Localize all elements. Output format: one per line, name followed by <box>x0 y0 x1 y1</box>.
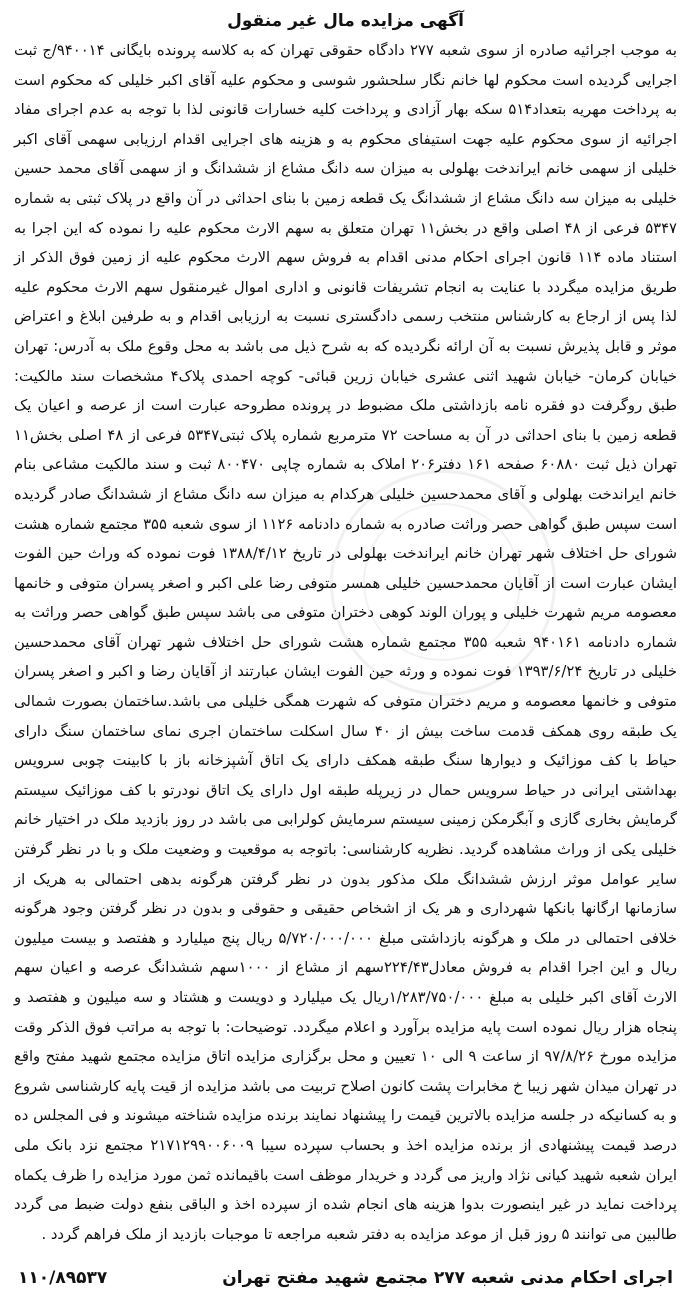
issuer-name: اجرای احکام مدنی شعبه ۲۷۷ مجتمع شهید مفتح تهران <box>222 1268 673 1288</box>
auction-notice <box>14 6 677 1304</box>
notice-footer <box>14 1258 677 1298</box>
notice-number: ۱۱۰/۸۹۵۳۷ <box>18 1268 108 1288</box>
notice-body: به موجب اجرائیه صادره از سوی شعبه ۲۷۷ دادگاه حقوقی تهران که به کلاسه پرونده بایگانی ۹۴۰۰۱۴/ج ثبت اجرایی گردیده است محکوم لها خانم نگار سلحشور شوسی و محکوم علیه آقای اکبر خلیلی که محکوم است به پرداخت مهریه بتعداد۵۱۴ سکه بهار آزادی و پرداخت کلیه خسارات قانونی لذا با توجه به عدم اجرای مفاد اجرائیه از سوی محکوم علیه جهت استیفای محکوم به و هزینه های اجرایی اقدام ارزیابی سهمی آقای اکبر خلیلی از سهمی خانم ایراندخت بهلولی به میزان سه دانگ مشاع از ششدانگ و از سهمی آقای محمد حسین خلیلی به میزان سه دانگ مشاع از ششدانگ یک قطعه زمین با بنای احداثی در آن واقع در پلاک ثبتی به شماره ۵۳۴۷ فرعی از ۴۸ اصلی واقع در بخش۱۱ تهران متعلق به سهم الارث محکوم علیه را نموده که این اجرا به استناد ماده ۱۱۴ قانون اجرای احکام مدنی اقدام به فروش سهم الارث محکوم علیه از زمین فوق الذکر از طریق مزایده میگردد با عنایت به انجام تشریفات قانونی و اداری اموال غیرمنقول سهم الارث محکوم علیه لذا پس از ارجاع به کارشناس منتخب رسمی دادگستری نسبت به ارزیابی اقدام و به طرفین ابلاغ و اعتراض موثر و قابل پذیرش نسبت به آن ارائه نگردیده که به شرح ذیل می باشد به محل وقوع ملک به آدرس: تهران خیابان کرمان- خیابان شهید اثنی عشری خیابان زرین قبائی- کوچه احمدی پلاک۴ مشخصات سند مالکیت: طبق روگرفت دو فقره نامه بازداشتی ملک مضبوط در پرونده مطروحه عبارت است از عرصه و اعیان یک قطعه زمین با بنای احداثی در آن به مساحت ۷۲ مترمربع شماره پلاک ثبتی۵۳۴۷ فرعی از ۴۸ اصلی بخش۱۱ تهران ذیل ثبت ۶۰۸۸۰ صفحه ۱۶۱ دفتر۲۰۶ املاک به شماره چاپی ۸۰۰۴۷۰ ثبت و سند مالکیت مشاعی بنام خانم ایراندخت بهلولی و آقای محمدحسین خلیلی هرکدام به میزان سه دانگ مشاع از ششدانگ صادر گردیده است سپس طبق گواهی حصر وراثت صادره به شماره دادنامه ۱۱۲۶ از سوی شعبه ۳۵۵ مجتمع شماره هشت شورای حل اختلاف شهر تهران خانم ایراندخت بهلولی در تاریخ ۱۳۸۸/۴/۱۲ فوت نموده که وراث حین الفوت ایشان عبارت است از آقایان محمدحسین خلیلی همسر متوفی رضا علی اکبر و اصغر پسران متوفی و خانمها معصومه مریم شهرت خلیلی و پوران الوند کوهی دختران متوفی می باشد سپس طبق گواهی حصر وراثت به شماره دادنامه ۹۴۰۱۶۱ شعبه ۳۵۵ مجتمع شماره هشت شورای حل اختلاف شهر تهران آقای محمدحسین خلیلی در تاریخ ۱۳۹۳/۶/۲۴ فوت نموده و ورثه حین الفوت ایشان عبارتند از آقایان رضا و اکبر و اصغر پسران متوفی و خانمها معصومه و مریم دختران متوفی که شهرت همگی خلیلی می باشد.ساختمان بصورت شمالی یک طبقه روی همکف قدمت ساخت بیش از ۴۰ سال اسکلت ساختمان اجری نمای ساختمان سنگ دارای حیاط با کف موزائیک و دیوارها سنگ طبقه همکف دارای یک اتاق آشپزخانه باز با کابینت چوبی سرویس بهداشتی ایرانی در حیاط سرویس حمال در زیرپله طبقه اول دارای یک اتاق نودرتو با کف موزائیک سیستم گرمایش بخاری گازی و آبگرمکن زمینی سیستم سرمایش کولرابی می باشد در روز بازدید ملک در اختیار خانم خلیلی یکی از وراث مشاهده گردید. نظریه کارشناسی: باتوجه به موقعیت و وضعیت ملک و با در نظر گرفتن سایر عوامل موثر ارزش ششدانگ ملک مذکور بدون در نظر گرفتن هرگونه بدهی احتمالی به هریک از سازمانها ارگانها بانکها شهرداری و هر یک از اشخاص حقیقی و حقوقی و بدون در نظر گرفتن وجود هرگونه خلافی احتمالی در ملک و هرگونه بازداشتی مبلغ ۵/۷۲۰/۰۰۰/۰۰۰ ریال پنج میلیارد و هفتصد و بیست میلیون ریال و این اجرا اقدام به فروش معادل۲۲۴/۴۳سهم از مشاع از ۱۰۰۰سهم ششدانگ عرصه و اعیان سهم الارث آقای اکبر خلیلی به مبلغ ۱/۲۸۳/۷۵۰/۰۰۰ریال یک میلیارد و دویست و هشتاد و سه میلیون و هفتصد و پنجاه هزار ریال نموده است پایه مزایده برآورد و اعلام میگردد. توضیحات: با توجه به مراتب فوق الذکر وقت مزایده مورخ ۹۷/۸/۲۶ از ساعت ۹ الی ۱۰ تعیین و محل برگزاری مزایده اتاق مزایده مجتمع شهید مفتح واقع در تهران میدان شهر زیبا خ مخابرات پشت کانون اصلاح تربیت می باشد مزایده از قیت پایه کارشناسی شروع و به کسانیکه در جلسه مزایده بالاترین قیمت را پیشنهاد نمایند برنده مزایده شناخته میشوند و فی المجلس ده درصد قیمت پیشنهادی از برنده مزایده اخذ و بحساب سپرده سیبا ۲۱۷۱۲۹۹۰۰۶۰۰۹ مجتمع نزد بانک ملی ایران شعبه شهید کیانی نژاد واریز می گردد و خریدار موظف است باقیمانده ثمن مورد مزایده را ظرف یکماه پرداخت نماید در غیر اینصورت بدوا هزینه های انجام شده از سپرده اخذ و الباقی بنفع دولت ضبط می گردد طالبین می توانند ۵ روز قبل از موعد مزایده به دفتر شعبه مراجعه تا موجبات بازدید از ملک فراهم گردد . <box>14 42 678 1243</box>
notice-title: آگهی مزایده مال غیر منقول <box>227 11 464 31</box>
